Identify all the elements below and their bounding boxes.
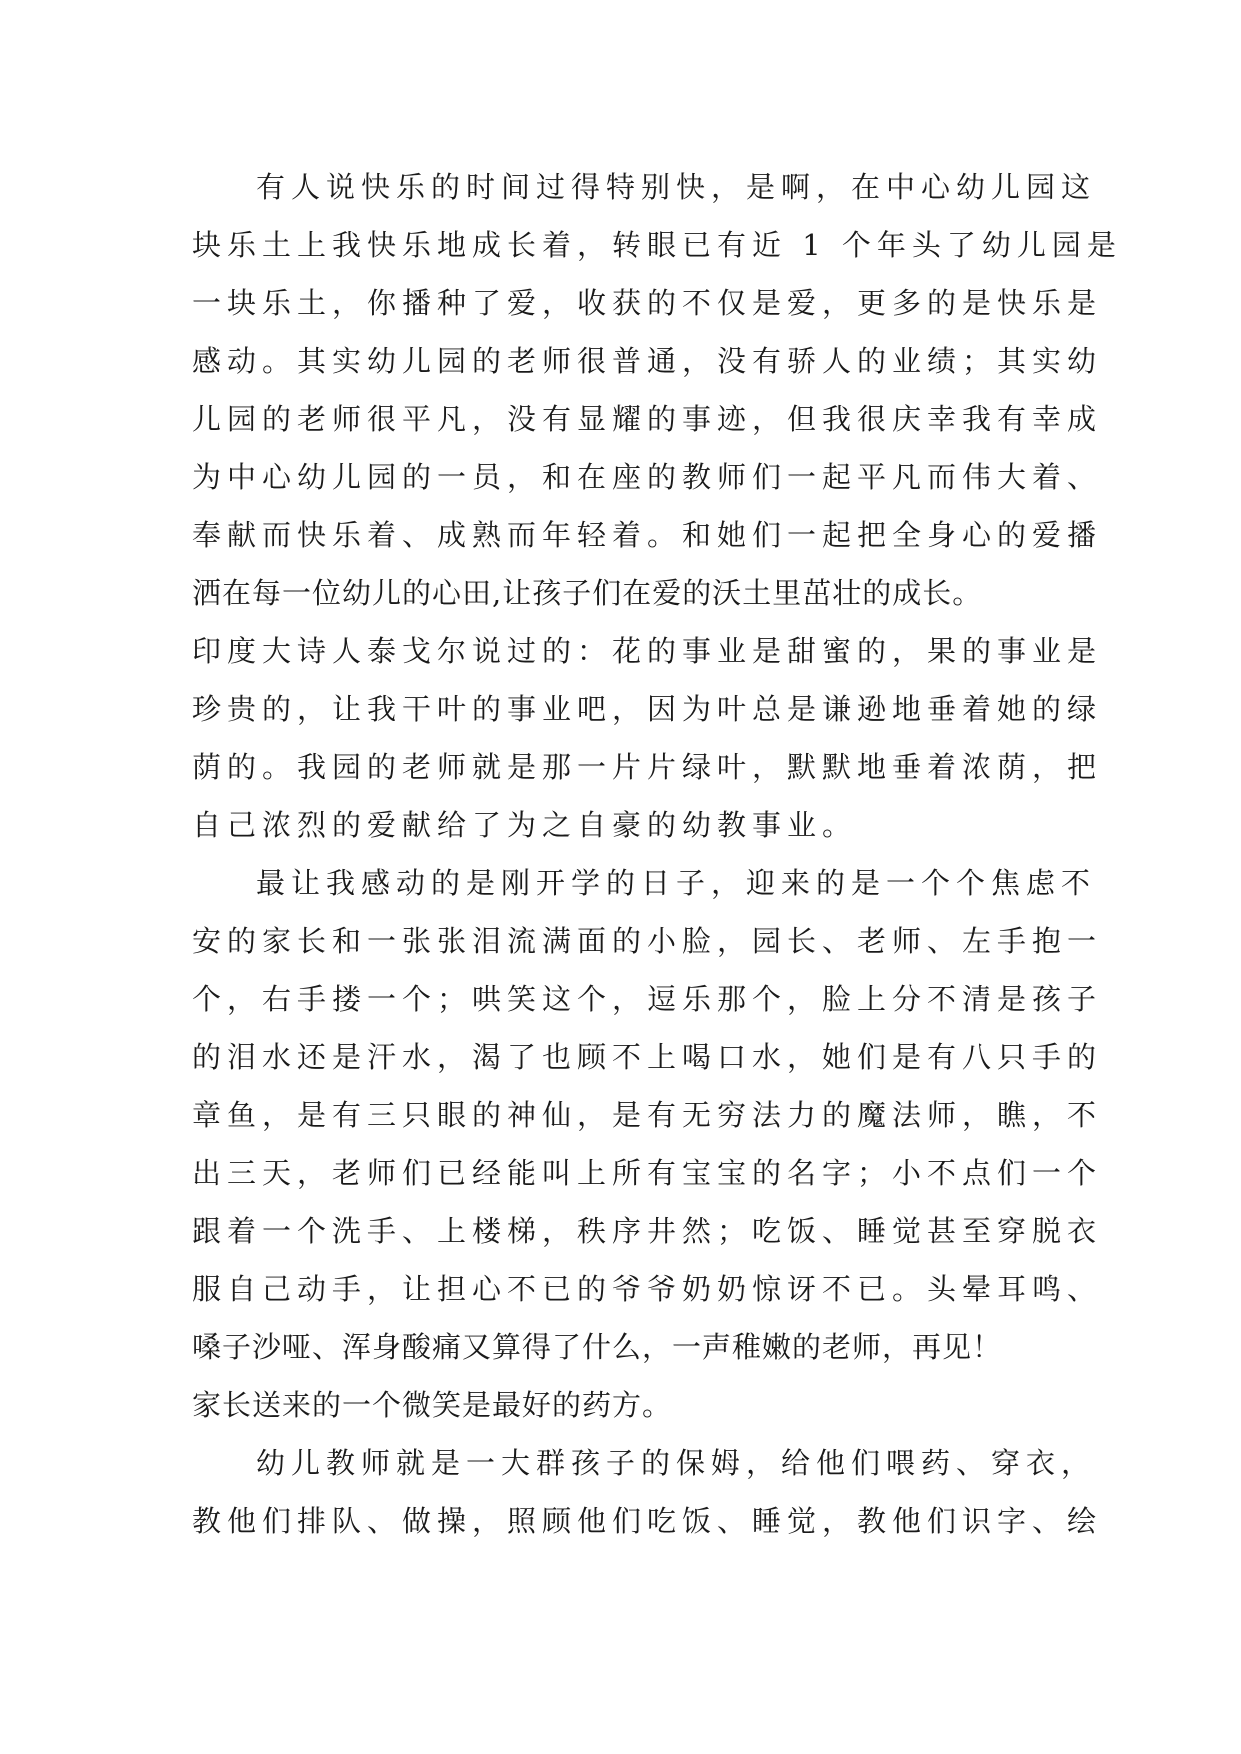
text-line: 一块乐土，你播种了爱，收获的不仅是爱，更多的是快乐是	[192, 286, 1103, 320]
text-line: 教他们排队、做操，照顾他们吃饭、睡觉，教他们识字、绘	[192, 1504, 1103, 1538]
text-line: 珍贵的，让我干叶的事业吧，因为叶总是谦逊地垂着她的绿	[192, 692, 1103, 726]
text-line: 印度大诗人泰戈尔说过的：花的事业是甜蜜的，果的事业是	[192, 634, 1103, 668]
text-line: 章鱼，是有三只眼的神仙，是有无穷法力的魔法师，瞧，不	[192, 1098, 1103, 1132]
text-line: 自己浓烈的爱献给了为之自豪的幼教事业。	[192, 808, 858, 842]
text-line: 个，右手搂一个；哄笑这个，逗乐那个，脸上分不清是孩子	[192, 982, 1103, 1016]
text-line: 嗓子沙哑、浑身酸痛又算得了什么，一声稚嫩的老师，再见！	[192, 1330, 1003, 1364]
text-line: 洒在每一位幼儿的心田,让孩子们在爱的沃土里茁壮的成长。	[192, 576, 983, 610]
text-line: 安的家长和一张张泪流满面的小脸，园长、老师、左手抱一	[192, 924, 1103, 958]
text-line: 跟着一个洗手、上楼梯，秩序井然；吃饭、睡觉甚至穿脱衣	[192, 1214, 1103, 1248]
text-line: 为中心幼儿园的一员，和在座的教师们一起平凡而伟大着、	[192, 460, 1103, 494]
text-line: 出三天，老师们已经能叫上所有宝宝的名字；小不点们一个	[192, 1156, 1103, 1190]
text-line: 儿园的老师很平凡，没有显耀的事迹，但我很庆幸我有幸成	[192, 402, 1103, 436]
document-body	[192, 158, 1122, 1550]
text-line: 奉献而快乐着、成熟而年轻着。和她们一起把全身心的爱播	[192, 518, 1103, 552]
text-line: 幼儿教师就是一大群孩子的保姆，给他们喂药、穿衣，	[256, 1446, 1097, 1480]
text-line: 的泪水还是汗水，渴了也顾不上喝口水，她们是有八只手的	[192, 1040, 1103, 1074]
paragraph-2	[192, 854, 1103, 1434]
paragraph-3	[192, 1434, 1103, 1550]
text-line: 服自己动手，让担心不已的爷爷奶奶惊讶不已。头晕耳鸣、	[192, 1272, 1103, 1306]
text-line: 最让我感动的是刚开学的日子，迎来的是一个个焦虑不	[256, 866, 1097, 900]
text-line: 家长送来的一个微笑是最好的药方。	[192, 1388, 673, 1422]
text-line: 感动。其实幼儿园的老师很普通，没有骄人的业绩；其实幼	[192, 344, 1103, 378]
paragraph-1	[192, 158, 1122, 854]
text-line: 荫的。我园的老师就是那一片片绿叶，默默地垂着浓荫，把	[192, 750, 1103, 784]
text-line: 有人说快乐的时间过得特别快，是啊，在中心幼儿园这	[256, 170, 1097, 204]
text-line: 块乐土上我快乐地成长着，转眼已有近 1 个年头了幼儿园是	[192, 228, 1122, 262]
